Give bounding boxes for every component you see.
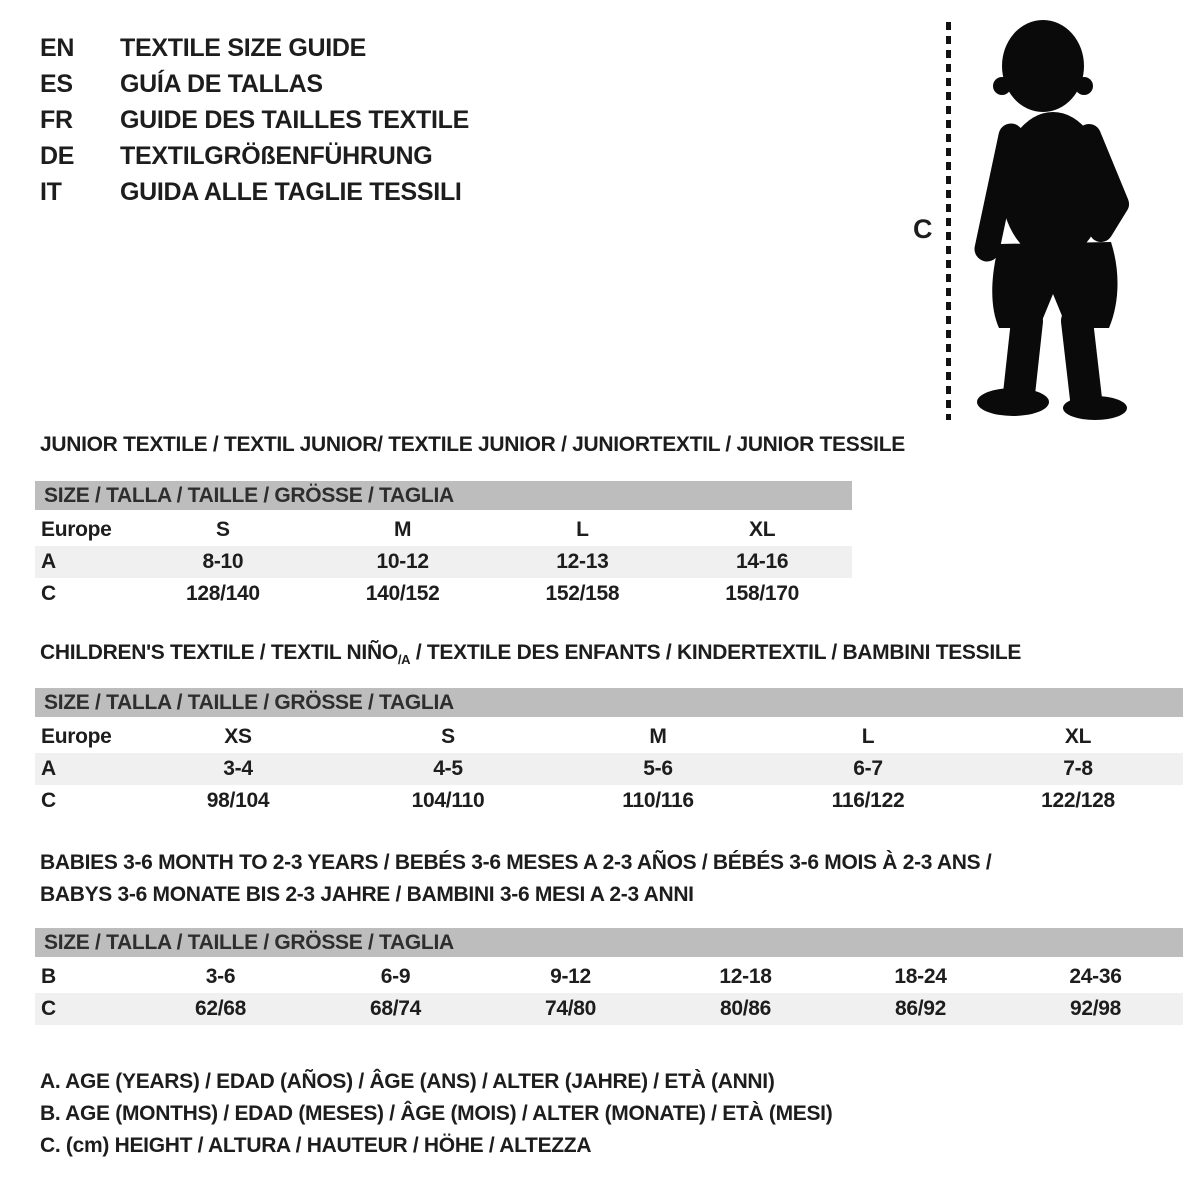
height-cell: 86/92 [894, 997, 947, 1020]
size-cell: L [861, 725, 875, 748]
legend-line-a: A. AGE (YEARS) / EDAD (AÑOS) / ÂGE (ANS) / ALTER (JAHRE) / ETÀ (ANNI) [40, 1070, 775, 1093]
children-heading-text: / TEXTILE DES ENFANTS / KINDERTEXTIL / BAMBINI TESSILE [410, 641, 1022, 664]
table-row [35, 961, 1183, 993]
row-label: C [41, 789, 56, 812]
height-cell: 68/74 [369, 997, 422, 1020]
junior-size-table [35, 481, 852, 610]
size-header-bar: SIZE / TALLA / TAILLE / GRÖSSE / TAGLIA [35, 928, 1183, 957]
children-heading-sub: /A [397, 652, 411, 668]
toddler-silhouette-icon [969, 16, 1141, 422]
size-cell: S [441, 725, 455, 748]
table-row [35, 546, 852, 578]
height-cell: 140/152 [365, 582, 440, 605]
height-cell: 62/68 [194, 997, 247, 1020]
height-cell: 116/122 [831, 789, 905, 812]
table-row [35, 753, 1183, 785]
height-cell: 80/86 [719, 997, 772, 1020]
lang-title: TEXTILGRÖßENFÜHRUNG [120, 142, 433, 170]
size-cell: M [394, 518, 412, 541]
age-cell: 5-6 [643, 757, 673, 780]
age-cell: 6-7 [853, 757, 883, 780]
height-cell: 92/98 [1069, 997, 1122, 1020]
babies-size-table [35, 928, 1183, 1025]
junior-section-heading: JUNIOR TEXTILE / TEXTIL JUNIOR/ TEXTILE JUNIOR / JUNIORTEXTIL / JUNIOR TESSILE [40, 433, 905, 456]
row-label: C [41, 997, 56, 1020]
lang-row-it [40, 174, 469, 210]
row-label: A [41, 757, 56, 780]
lang-title: TEXTILE SIZE GUIDE [120, 34, 367, 62]
age-cell: 9-12 [550, 965, 591, 988]
age-cell: 12-13 [556, 550, 609, 573]
lang-row-de [40, 138, 469, 174]
children-section-heading [40, 641, 1021, 667]
lang-title: GUIDE DES TAILLES TEXTILE [120, 106, 470, 134]
age-cell: 3-4 [223, 757, 253, 780]
measure-label-c: C [913, 214, 933, 244]
age-cell: 10-12 [376, 550, 429, 573]
size-cell: S [216, 518, 230, 541]
lang-row-es [40, 66, 469, 102]
size-cell: L [576, 518, 589, 541]
children-heading-text: CHILDREN'S TEXTILE / TEXTIL NIÑO [40, 641, 398, 664]
row-label: Europe [41, 725, 112, 748]
table-row [35, 993, 1183, 1025]
table-row [35, 785, 1183, 817]
age-cell: 4-5 [433, 757, 463, 780]
size-header-bar: SIZE / TALLA / TAILLE / GRÖSSE / TAGLIA [35, 481, 852, 510]
size-cell: XL [1064, 725, 1092, 748]
legend-line-c: C. (cm) HEIGHT / ALTURA / HAUTEUR / HÖHE / ALTEZZA [40, 1134, 592, 1157]
legend-line-b: B. AGE (MONTHS) / EDAD (MESES) / ÂGE (MOIS) / ALTER (MONATE) / ETÀ (MESI) [40, 1102, 833, 1125]
lang-title: GUÍA DE TALLAS [120, 70, 323, 98]
lang-row-fr [40, 102, 469, 138]
children-size-table [35, 688, 1183, 817]
age-cell: 6-9 [380, 965, 411, 988]
height-cell: 152/158 [545, 582, 620, 605]
size-cell: M [649, 725, 667, 748]
row-label: C [41, 582, 56, 605]
height-cell: 98/104 [206, 789, 270, 812]
age-cell: 24-36 [1069, 965, 1122, 988]
height-cell: 128/140 [185, 582, 260, 605]
height-measure-figure [905, 14, 1160, 426]
table-row [35, 514, 852, 546]
lang-code: EN [40, 34, 75, 62]
babies-heading-line1: BABIES 3-6 MONTH TO 2-3 YEARS / BEBÉS 3-6 MESES A 2-3 AÑOS / BÉBÉS 3-6 MOIS À 2-3 ANS / [40, 851, 992, 874]
row-label: B [41, 965, 56, 988]
height-cell: 122/128 [1041, 789, 1115, 812]
height-dashed-line [946, 22, 951, 420]
table-row [35, 721, 1183, 753]
babies-section-heading [40, 847, 991, 911]
size-cell: XL [749, 518, 776, 541]
age-cell: 3-6 [205, 965, 236, 988]
age-cell: 8-10 [202, 550, 244, 573]
age-cell: 18-24 [894, 965, 947, 988]
age-cell: 14-16 [736, 550, 789, 573]
lang-title: GUIDA ALLE TAGLIE TESSILI [120, 178, 462, 206]
lang-code: ES [40, 70, 73, 98]
measure-legend [40, 1066, 832, 1162]
age-cell: 12-18 [719, 965, 772, 988]
language-title-list [40, 30, 469, 210]
age-cell: 7-8 [1063, 757, 1093, 780]
height-cell: 110/116 [622, 789, 694, 812]
row-label: A [41, 550, 56, 573]
lang-code: IT [40, 178, 62, 206]
height-cell: 158/170 [725, 582, 800, 605]
table-row [35, 578, 852, 610]
lang-code: FR [40, 106, 73, 134]
size-header-bar: SIZE / TALLA / TAILLE / GRÖSSE / TAGLIA [35, 688, 1183, 717]
lang-row-en [40, 30, 469, 66]
height-cell: 104/110 [411, 789, 485, 812]
height-cell: 74/80 [544, 997, 597, 1020]
lang-code: DE [40, 142, 75, 170]
row-label: Europe [41, 518, 112, 541]
size-cell: XS [224, 725, 252, 748]
babies-heading-line2: BABYS 3-6 MONATE BIS 2-3 JAHRE / BAMBINI 3-6 MESI A 2-3 ANNI [40, 883, 694, 906]
